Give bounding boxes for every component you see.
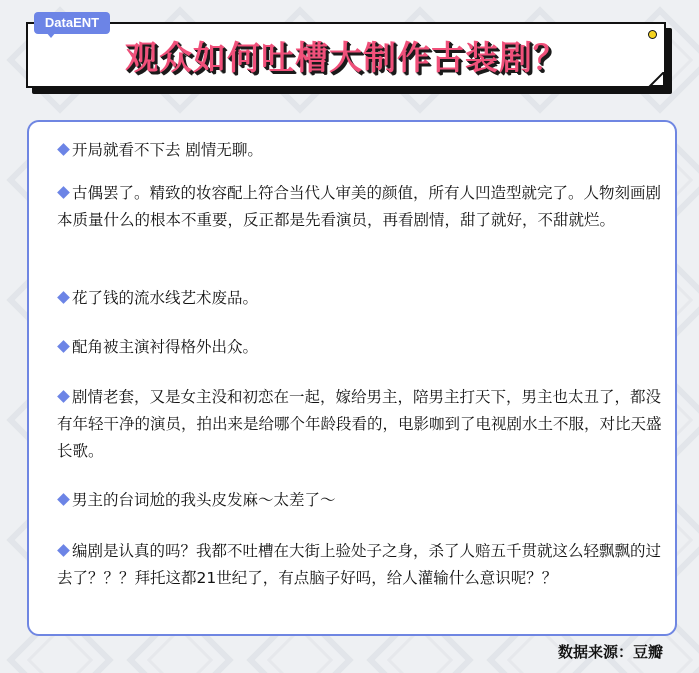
comments-card [27,120,677,636]
yellow-dot-decoration [648,30,657,39]
brand-tag-tail [46,32,56,38]
brand-tag: DataENT [34,12,110,34]
diamond-bullet-icon [57,544,70,557]
diamond-bullet-icon [57,143,70,156]
diamond-bullet-icon [57,493,70,506]
title-box [26,22,666,88]
comment-text: 古偶罢了。精致的妆容配上符合当代人审美的颜值，所有人凹造型就完了。人物刻画剧本质量什么的根本不重要，反正都是先看演员，再看剧情，甜了就好，不甜就烂。 [57,184,662,229]
data-source-label: 数据来源：豆瓣 [557,643,663,661]
comment-item [57,180,669,234]
comment-text: 花了钱的流水线艺术废品。 [72,289,259,307]
diamond-bullet-icon [57,340,70,353]
comment-item [57,137,669,164]
diamond-bullet-icon [57,390,70,403]
comment-text: 配角被主演衬得格外出众。 [72,338,259,356]
comment-text: 男主的台词尬的我头皮发麻～太差了～ [72,491,336,509]
comment-text: 编剧是认真的吗？我都不吐槽在大街上验处子之身，杀了人赔五千贯就这么轻飘飘的过去了？？？拜托这都21世纪了，有点脑子好吗，给人灌输什么意识呢？？ [57,542,662,587]
comment-item [57,384,669,465]
comment-item [57,487,669,514]
diamond-bullet-icon [57,291,70,304]
comment-item [57,538,669,592]
folded-corner-icon [648,72,664,86]
page-title: 观众如何吐槽大制作古装剧？ [125,37,567,77]
comment-item [57,334,669,361]
diamond-bullet-icon [57,186,70,199]
comment-item [57,285,669,312]
comment-text: 剧情老套，又是女主没和初恋在一起，嫁给男主，陪男主打天下，男主也太丑了，都没有年轻干净的演员，拍出来是给哪个年龄段看的，电影咖到了电视剧水土不服，对比天盛长歌。 [57,388,662,460]
comment-text: 开局就看不下去 剧情无聊。 [72,141,263,159]
